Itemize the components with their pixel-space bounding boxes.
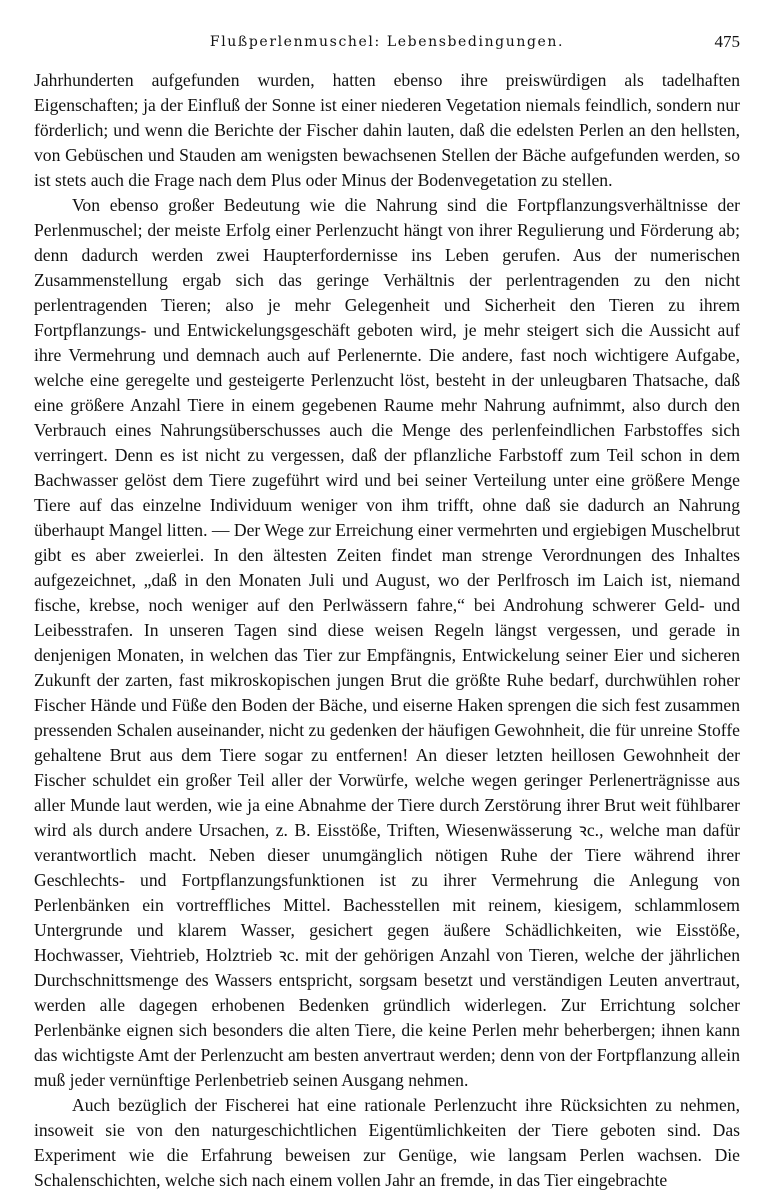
page-header: [34, 30, 740, 58]
paragraph-continued: Jahrhunderten aufgefunden wurden, hatten ebenso ihre preiswürdigen als tadelhaften Eigenschaften; ja der Einfluß der Sonne ist einer niederen Vegetation niemals feindlich, sondern nur förderlich; und wenn die Berichte der Fischer dahin lauten, daß die edelsten Perlen an den hellsten, von Gebüschen und Stauden am wenigsten bewachsenen Stellen der Bäche aufgefunden werden, so ist stets auch die Frage nach dem Plus oder Minus der Bodenvegetation zu stellen.: [34, 70, 740, 190]
book-page: [34, 30, 740, 1190]
body-text: [34, 68, 740, 1193]
paragraph-fishery: Auch bezüglich der Fischerei hat eine rationale Perlenzucht ihre Rücksichten zu nehmen, insoweit sie von den naturgeschichtlichen Eigentümlichkeiten der Tiere geboten sind. Das Experiment wie die Erfahrung beweisen zur Genüge, wie langsam Perlen wachsen. Die Schalenschichten, welche sich nach einem vollen Jahr an fremde, in das Tier eingebrachte: [34, 1095, 740, 1190]
running-head: Flußperlenmuschel: Lebensbedingungen.: [209, 34, 565, 50]
paragraph-reproduction: Von ebenso großer Bedeutung wie die Nahrung sind die Fortpflanzungsverhältnisse der Perlenmuschel; der meiste Erfolg einer Perlenzucht hängt von ihrer Regulierung und Förderung ab; denn dadurch werden zwei Haupterfordernisse ins Leben gerufen. Aus der numerischen Zusammenstellung ergab sich das geringe Verhältnis der perlentragenden zu den nicht perlentragenden Tieren; also je mehr Gelegenheit und Sicherheit den Tieren zu ihrem Fortpflanzungs- und Entwickelungsgeschäft geboten wird, je mehr steigert sich die Aussicht auf ihre Vermehrung und demnach auch auf Perlenernte. Die andere, fast noch wichtigere Aufgabe, welche eine geregelte und gesteigerte Perlenzucht löst, besteht in der unleugbaren Thatsache, daß eine größere Anzahl Tiere in einem gegebenen Raume mehr Nahrung aufnimmt, also durch den Verbrauch eines Nahrungsüberschusses auch die Menge des perlenfeindlichen Farbstoffes sich verringert. Denn es ist nicht zu vergessen, daß der pflanzliche Farbstoff zum Teil schon in dem Bachwasser gelöst dem Tiere zugeführt wird und bei seiner Verteilung unter eine größere Menge Tiere auf das einzelne Individuum weniger von ihm trifft, ohne daß sie dadurch an Nahrung überhaupt Mangel litten. — Der Wege zur Erreichung einer vermehrten und ergiebigen Muschelbrut gibt es aber zweierlei. In den ältesten Zeiten findet man strenge Verordnungen des Inhaltes aufgezeichnet, „daß in den Monaten Juli und August, wo der Perlfrosch im Laich ist, niemand fische, krebse, noch weniger auf den Perlwässern fahre,“ bei Androhung schwerer Geld- und Leibesstrafen. In unseren Tagen sind diese weisen Regeln längst vergessen, und gerade in denjenigen Monaten, in welchen das Tier zur Empfängnis, Entwickelung seiner Eier und sicheren Zukunft der zarten, fast mikroskopischen jungen Brut die größte Ruhe bedarf, durchwühlen roher Fischer Hände und Füße den Boden der Bäche, und eiserne Haken sprengen die sich fest zusammen pressenden Schalen auseinander, nicht zu gedenken der häufigen Gewohnheit, die für unreine Stoffe gehaltene Brut aus dem Tiere sogar zu entfernen! An dieser letzten heillosen Gewohnheit der Fischer schuldet ein großer Teil aller der Vorwürfe, welche wegen geringer Perlenerträgnisse aus aller Munde laut werden, wie ja eine Abnahme der Tiere durch Zerstörung ihrer Brut weit fühlbarer wird als durch andere Ursachen, z. B. Eisstöße, Triften, Wiesenwässerung ꝛc., welche man dafür verantwortlich macht. Neben dieser unumgänglich nötigen Ruhe der Tiere während ihrer Geschlechts- und Fortpflanzungsfunktionen ist zu ihrer Vermehrung die Anlegung von Perlenbänken ein vortreffliches Mittel. Bachesstellen mit reinem, kiesigem, schlammlosem Untergrunde und klarem Wasser, gesichert gegen äußere Schädlichkeiten, wie Eisstöße, Hochwasser, Viehtrieb, Holztrieb ꝛc. mit der gehörigen Anzahl von Tieren, welche der jährlichen Durchschnittsmenge des Wassers entspricht, sorgsam besetzt und verständigen Leuten anvertraut, werden alle dagegen erhobenen Bedenken gründlich widerlegen. Zur Errichtung solcher Perlenbänke eignen sich besonders die alten Tiere, die keine Perlen mehr beherbergen; ihnen kann das wichtigste Amt der Perlenzucht am besten anvertraut werden; denn von der Fortpflanzung allein muß jeder vernünftige Perlenbetrieb seinen Ausgang nehmen.: [34, 195, 740, 1090]
page-number: 475: [714, 32, 740, 51]
